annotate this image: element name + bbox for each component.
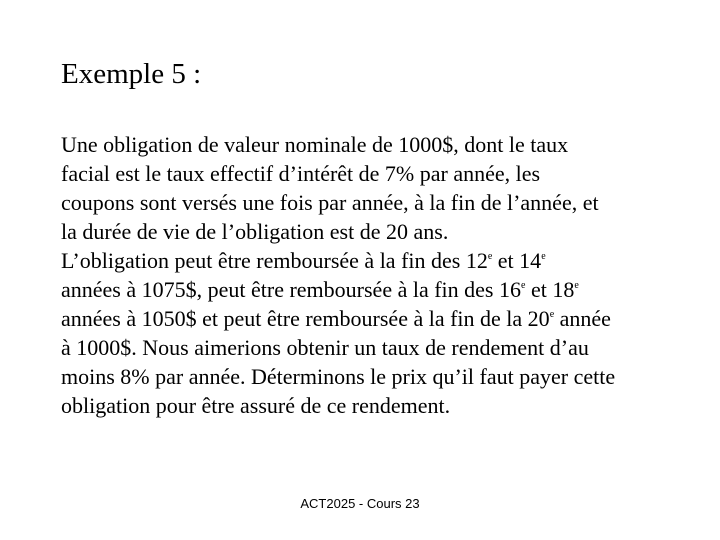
slide-footer: ACT2025 - Cours 23: [300, 496, 420, 511]
superscript: e: [574, 280, 579, 291]
text-line: la durée de vie de l’obligation est de 20 ans.: [61, 219, 449, 244]
text-line: [61, 304, 681, 333]
text-line: [61, 275, 681, 304]
text-segment: L’obligation peut être remboursée à la fin des 12: [61, 248, 488, 273]
text-segment: et 14: [492, 248, 542, 273]
text-segment: et 18: [525, 277, 575, 302]
text-segment: années à 1075$, peut être remboursée à la fin des 16: [61, 277, 521, 302]
text-line: obligation pour être assuré de ce rendement.: [61, 393, 451, 418]
body-text: [61, 130, 681, 420]
text-segment: années à 1050$ et peut être remboursée à la fin de la 20: [61, 306, 550, 331]
superscript: e: [487, 251, 493, 262]
text-line: coupons sont versés une fois par année, à la fin de l’année, et: [61, 190, 599, 215]
slide-title: Exemple 5 :: [61, 58, 202, 90]
text-line: facial est le taux effectif d’intérêt de 7% par année, les: [61, 161, 541, 186]
superscript: e: [541, 251, 546, 262]
text-line: moins 8% par année. Déterminons le prix qu’il faut payer cette: [61, 364, 616, 389]
text-line: Une obligation de valeur nominale de 1000$, dont le taux: [61, 132, 569, 157]
superscript: e: [549, 309, 555, 320]
superscript: e: [521, 280, 526, 291]
text-line: à 1000$. Nous aimerions obtenir un taux de rendement d’au: [61, 335, 589, 360]
text-line: [61, 246, 681, 275]
text-segment: année: [554, 306, 611, 331]
